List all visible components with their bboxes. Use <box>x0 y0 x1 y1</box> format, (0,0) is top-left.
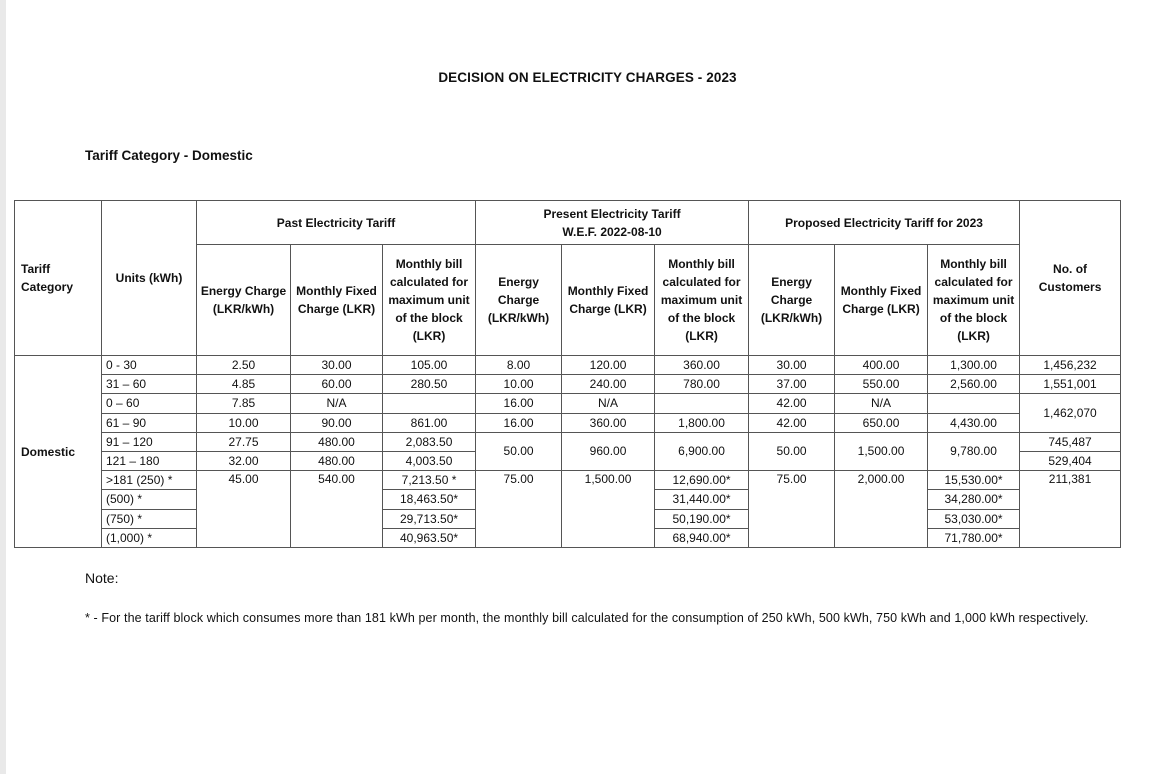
header-present-line2: W.E.F. 2022-08-10 <box>562 224 662 239</box>
past-bill-cell: 29,713.50* <box>383 509 476 528</box>
past-bill-cell: 2,083.50 <box>383 432 476 451</box>
present-bill-cell: 360.00 <box>655 356 749 375</box>
header-past-fixed: Monthly Fixed Charge (LKR) <box>291 245 383 356</box>
present-fixed-cell: 1,500.00 <box>562 471 655 548</box>
present-fixed-cell: 240.00 <box>562 375 655 394</box>
header-units: Units (kWh) <box>102 201 197 356</box>
past-energy-cell: 4.85 <box>197 375 291 394</box>
header-present-bill: Monthly bill calculated for maximum unit of the block (LKR) <box>655 245 749 356</box>
header-past-bill: Monthly bill calculated for maximum unit of the block (LKR) <box>383 245 476 356</box>
past-bill-cell: 40,963.50* <box>383 528 476 547</box>
header-past-energy: Energy Charge (LKR/kWh) <box>197 245 291 356</box>
past-bill-cell: 4,003.50 <box>383 451 476 470</box>
proposed-energy-cell: 42.00 <box>749 394 835 413</box>
past-energy-cell: 27.75 <box>197 432 291 451</box>
header-proposed-fixed: Monthly Fixed Charge (LKR) <box>835 245 928 356</box>
note-text: * - For the tariff block which consumes more than 181 kWh per month, the monthly bill calculated for the consumption of 250 kWh, 500 kWh, 750 kWh and 1,000 kWh respectively. <box>85 611 1089 625</box>
past-fixed-cell: 90.00 <box>291 413 383 432</box>
table-row <box>15 356 1121 375</box>
table-row <box>15 394 1121 413</box>
past-energy-cell: 45.00 <box>197 471 291 548</box>
past-bill-cell: 280.50 <box>383 375 476 394</box>
past-bill-cell: 18,463.50* <box>383 490 476 509</box>
document-subtitle: Tariff Category - Domestic <box>85 148 253 163</box>
proposed-energy-cell: 75.00 <box>749 471 835 548</box>
present-fixed-cell: N/A <box>562 394 655 413</box>
header-tariff-category: Tariff Category <box>15 201 102 356</box>
present-bill-cell: 12,690.00* <box>655 471 749 490</box>
table-row <box>15 471 1121 490</box>
past-fixed-cell: 480.00 <box>291 432 383 451</box>
units-cell: 121 – 180 <box>102 451 197 470</box>
header-past-tariff: Past Electricity Tariff <box>197 201 476 245</box>
present-energy-cell: 16.00 <box>476 394 562 413</box>
header-proposed-bill: Monthly bill calculated for maximum unit of the block (LKR) <box>928 245 1020 356</box>
past-energy-cell: 10.00 <box>197 413 291 432</box>
past-bill-cell: 7,213.50 * <box>383 471 476 490</box>
units-cell: (500) * <box>102 490 197 509</box>
proposed-bill-cell: 15,530.00* <box>928 471 1020 490</box>
proposed-fixed-cell: 400.00 <box>835 356 928 375</box>
customers-cell: 745,487 <box>1020 432 1121 451</box>
customers-cell: 211,381 <box>1020 471 1121 548</box>
present-bill-cell: 6,900.00 <box>655 432 749 470</box>
units-cell: >181 (250) * <box>102 471 197 490</box>
past-fixed-cell: 30.00 <box>291 356 383 375</box>
past-energy-cell: 32.00 <box>197 451 291 470</box>
past-fixed-cell: 480.00 <box>291 451 383 470</box>
proposed-bill-cell <box>928 394 1020 413</box>
present-energy-cell: 50.00 <box>476 432 562 470</box>
present-energy-cell: 8.00 <box>476 356 562 375</box>
units-cell: 61 – 90 <box>102 413 197 432</box>
proposed-fixed-cell: 650.00 <box>835 413 928 432</box>
present-bill-cell: 50,190.00* <box>655 509 749 528</box>
document-page <box>6 0 1169 774</box>
proposed-fixed-cell: N/A <box>835 394 928 413</box>
units-cell: 0 – 60 <box>102 394 197 413</box>
header-present-line1: Present Electricity Tariff <box>543 206 681 221</box>
present-bill-cell: 1,800.00 <box>655 413 749 432</box>
customers-cell: 529,404 <box>1020 451 1121 470</box>
customers-cell: 1,551,001 <box>1020 375 1121 394</box>
table-row <box>15 413 1121 432</box>
header-proposed-energy: Energy Charge (LKR/kWh) <box>749 245 835 356</box>
proposed-bill-cell: 34,280.00* <box>928 490 1020 509</box>
present-bill-cell <box>655 394 749 413</box>
present-energy-cell: 16.00 <box>476 413 562 432</box>
header-present-energy: Energy Charge (LKR/kWh) <box>476 245 562 356</box>
past-energy-cell: 7.85 <box>197 394 291 413</box>
units-cell: 31 – 60 <box>102 375 197 394</box>
present-bill-cell: 780.00 <box>655 375 749 394</box>
past-bill-cell: 105.00 <box>383 356 476 375</box>
proposed-bill-cell: 71,780.00* <box>928 528 1020 547</box>
header-present-tariff <box>476 201 749 245</box>
header-present-fixed: Monthly Fixed Charge (LKR) <box>562 245 655 356</box>
proposed-energy-cell: 37.00 <box>749 375 835 394</box>
tariff-table <box>14 200 1121 548</box>
customers-cell: 1,456,232 <box>1020 356 1121 375</box>
document-title: DECISION ON ELECTRICITY CHARGES - 2023 <box>438 70 737 85</box>
proposed-bill-cell: 9,780.00 <box>928 432 1020 470</box>
proposed-energy-cell: 50.00 <box>749 432 835 470</box>
units-cell: 91 – 120 <box>102 432 197 451</box>
units-cell: 0 - 30 <box>102 356 197 375</box>
proposed-energy-cell: 42.00 <box>749 413 835 432</box>
proposed-fixed-cell: 2,000.00 <box>835 471 928 548</box>
present-bill-cell: 68,940.00* <box>655 528 749 547</box>
past-fixed-cell: N/A <box>291 394 383 413</box>
proposed-bill-cell: 1,300.00 <box>928 356 1020 375</box>
proposed-fixed-cell: 550.00 <box>835 375 928 394</box>
header-proposed-tariff: Proposed Electricity Tariff for 2023 <box>749 201 1020 245</box>
present-fixed-cell: 360.00 <box>562 413 655 432</box>
table-row <box>15 375 1121 394</box>
present-bill-cell: 31,440.00* <box>655 490 749 509</box>
customers-cell: 1,462,070 <box>1020 394 1121 432</box>
table-row <box>15 432 1121 451</box>
past-bill-cell: 861.00 <box>383 413 476 432</box>
past-fixed-cell: 540.00 <box>291 471 383 548</box>
proposed-fixed-cell: 1,500.00 <box>835 432 928 470</box>
past-bill-cell <box>383 394 476 413</box>
present-fixed-cell: 960.00 <box>562 432 655 470</box>
present-fixed-cell: 120.00 <box>562 356 655 375</box>
past-fixed-cell: 60.00 <box>291 375 383 394</box>
header-customers: No. of Customers <box>1020 201 1121 356</box>
proposed-bill-cell: 4,430.00 <box>928 413 1020 432</box>
units-cell: (1,000) * <box>102 528 197 547</box>
proposed-bill-cell: 53,030.00* <box>928 509 1020 528</box>
units-cell: (750) * <box>102 509 197 528</box>
proposed-energy-cell: 30.00 <box>749 356 835 375</box>
category-domestic: Domestic <box>15 356 102 548</box>
present-energy-cell: 10.00 <box>476 375 562 394</box>
past-energy-cell: 2.50 <box>197 356 291 375</box>
proposed-bill-cell: 2,560.00 <box>928 375 1020 394</box>
note-label: Note: <box>85 570 119 586</box>
present-energy-cell: 75.00 <box>476 471 562 548</box>
